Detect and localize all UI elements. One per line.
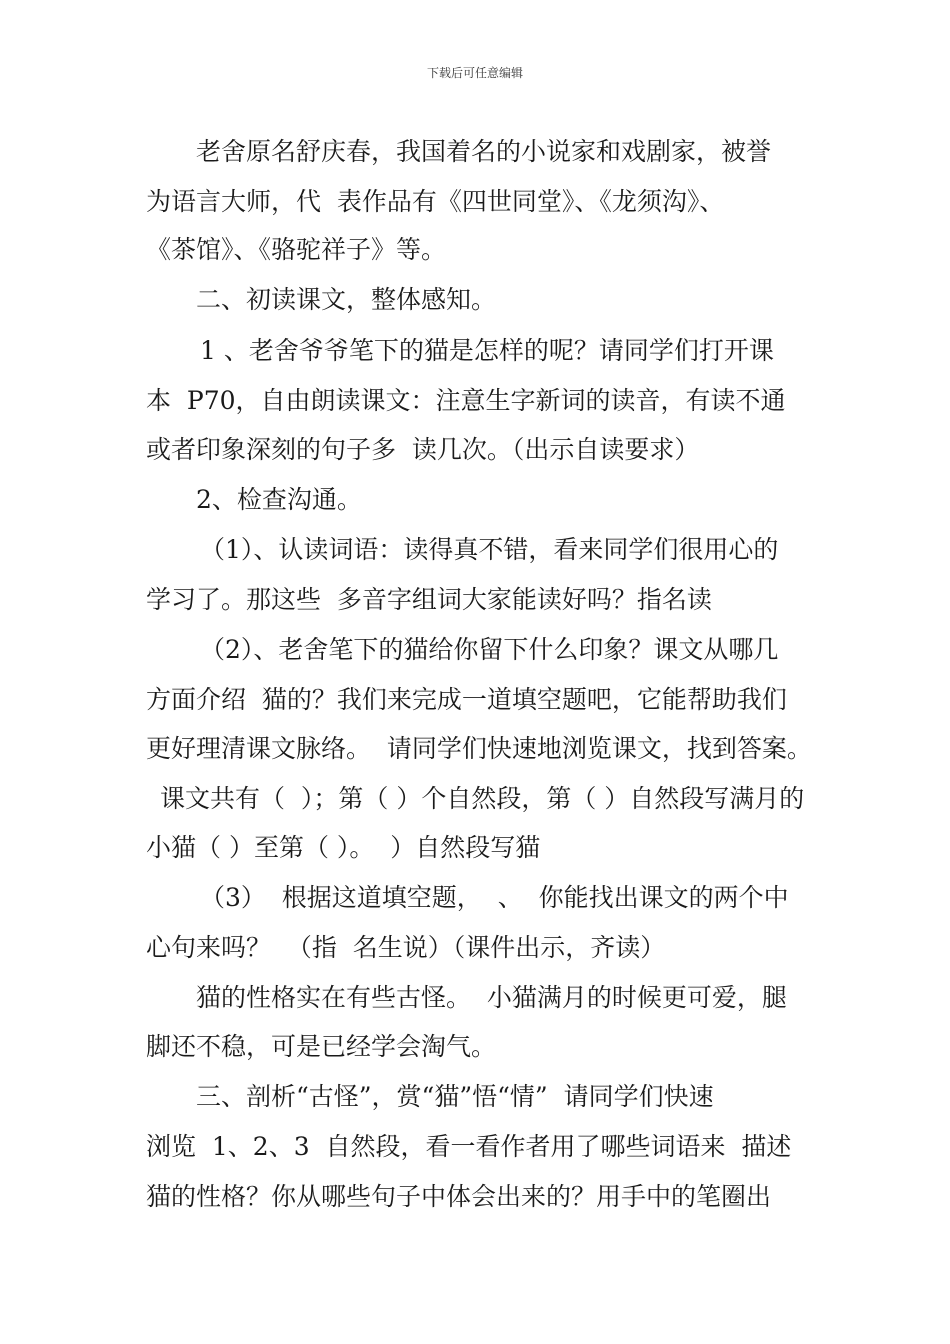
text-line: 小猫（ ）至第（ ）。 ）自然段写猫 (146, 833, 541, 862)
text-line: （2）、老舍笔下的猫给你留下什么印象？课文从哪几 (200, 635, 779, 664)
text-line: 为语言大师，代 表作品有《四世同堂》、《龙须沟》、 (146, 187, 725, 216)
text-line: 2、检查沟通。 (196, 485, 362, 514)
text-line: 方面介绍 猫的？我们来完成一道填空题吧，它能帮助我们 (146, 685, 787, 714)
page-header: 下载后可任意编辑 (426, 66, 523, 80)
text-line: 心句来吗？ （指 名生说）（课件出示，齐读） (146, 933, 666, 962)
text-line: 三、剖析“古怪”，赏“猫”悟“情” 请同学们快速 (196, 1082, 714, 1111)
text-line: 脚还不稳，可是已经学会淘气。 (146, 1032, 497, 1061)
text-line: 课文共有（ ）；第（ ）个自然段，第（ ）自然段写满月的 (160, 784, 805, 813)
text-line: （3） 根据这道填空题， 、 你能找出课文的两个中 (200, 883, 789, 912)
text-line: 本 P70，自由朗读课文：注意生字新词的读音，有读不通 (146, 386, 786, 415)
text-line: 更好理清课文脉络。 请同学们快速地浏览课文，找到答案。 (146, 734, 812, 763)
text-line: 二、初读课文，整体感知。 (196, 285, 497, 314)
text-line: 老舍原名舒庆春，我国着名的小说家和戏剧家，被誉 (196, 137, 772, 166)
text-line: 《茶馆》、《骆驼祥子》等。 (146, 235, 447, 264)
text-line: （1）、认读词语：读得真不错，看来同学们很用心的 (200, 535, 779, 564)
text-line: 猫的性格？你从哪些句子中体会出来的？用手中的笔圈出 (146, 1182, 772, 1211)
text-line: 猫的性格实在有些古怪。 小猫满月的时候更可爱，腿 (196, 983, 787, 1012)
text-line: 1 、老舍爷爷笔下的猫是怎样的呢？请同学们打开课 (200, 336, 774, 365)
text-line: 浏览 1、2、3 自然段，看一看作者用了哪些词语来 描述 (146, 1132, 792, 1161)
text-line: 学习了。那这些 多音字组词大家能读好吗？指名读 (146, 585, 712, 614)
text-line: 或者印象深刻的句子多 读几次。（出示自读要求） (146, 435, 700, 464)
